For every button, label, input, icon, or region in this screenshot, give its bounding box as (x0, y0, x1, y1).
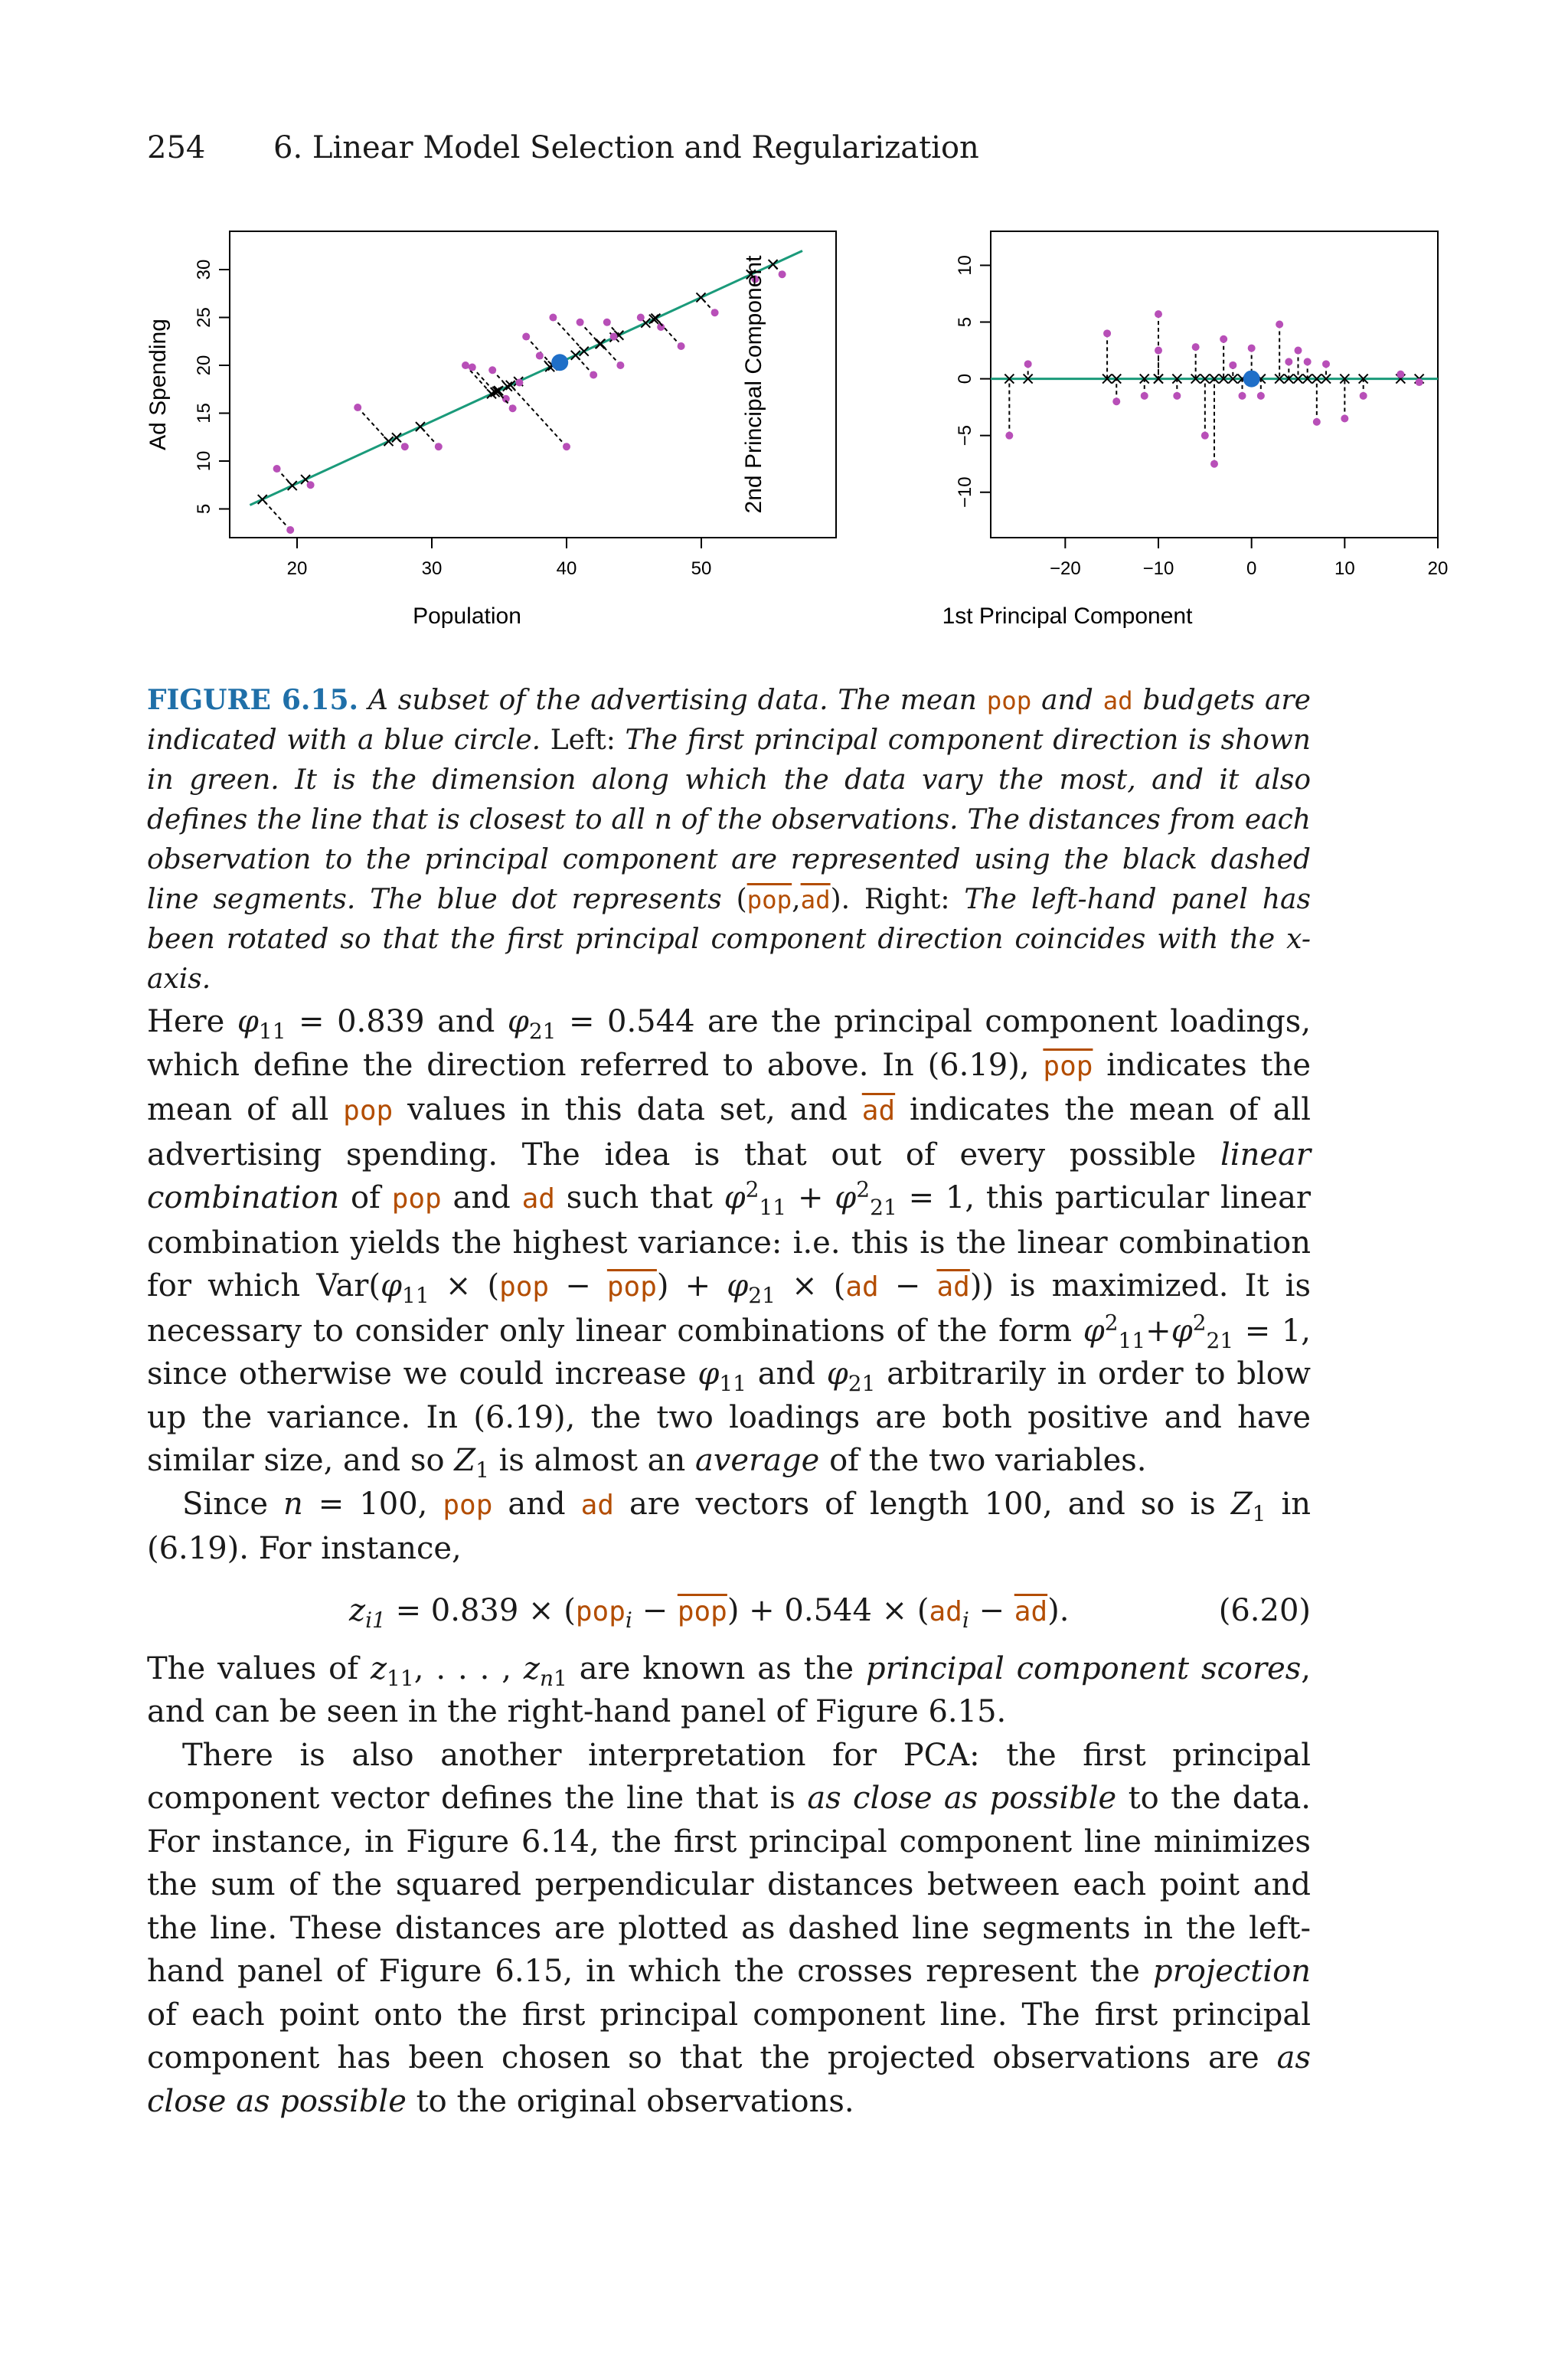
x-tick-label: 20 (1427, 558, 1449, 579)
x-tick-label: 50 (691, 558, 712, 579)
data-point (1416, 378, 1423, 386)
data-point (522, 333, 530, 341)
y-tick-label: 10 (955, 255, 975, 276)
x-tick-label: 40 (556, 558, 577, 579)
pc-line (250, 250, 802, 505)
y-tick-label: 30 (194, 259, 214, 280)
mean-dot (1243, 371, 1260, 388)
data-point (515, 379, 523, 387)
x-tick-label: 20 (286, 558, 308, 579)
data-point (286, 526, 294, 534)
data-point (1313, 418, 1321, 426)
caption-code-pop-bar: $\overline{pop}$ (746, 885, 792, 914)
equation-6-20 (147, 1580, 1311, 1641)
data-point (273, 465, 281, 473)
data-point (1248, 345, 1256, 352)
caption-text: The first principal component direction is shown in green. It is the dimension along which the data vary the most, and it also defines the line that is closest to all (147, 725, 1311, 836)
caption-text: and (1041, 685, 1093, 716)
caption-text: x-axis. (147, 924, 1311, 995)
data-point (536, 352, 544, 360)
caption-code-pop: pop (986, 686, 1032, 715)
paragraph-4: There is also another interpretation for PCA: the first principal component vector defines the line that is as close as possible to the data. For instance, in Figure 6.14, the first principal component line minimizes the sum of the squared perpendicular distances between each point and the line. These distances are plotted as dashed line segments in the left-hand panel of Figure 6.15, in which the crosses represent the projection of each point onto the first principal component line. The first principal component has been chosen so that the projected observations are as close as possible to the original observations. (147, 1737, 1312, 2119)
code-pop: pop (343, 1095, 394, 1127)
data-point (549, 314, 557, 322)
caption-text: budgets are indicated with a blue circle. (147, 685, 1311, 756)
data-point (1220, 335, 1227, 343)
data-point (1201, 432, 1209, 440)
data-point (1155, 310, 1162, 318)
distance-segment (358, 407, 388, 441)
mean-dot (551, 354, 568, 371)
data-point (577, 319, 584, 326)
data-point (678, 342, 685, 350)
data-point (1155, 347, 1162, 355)
caption-code-ad: ad (1102, 686, 1133, 715)
y-tick-label: 10 (194, 450, 214, 472)
right-plot-marks (991, 310, 1438, 468)
data-point (1360, 392, 1367, 400)
data-point (1322, 360, 1330, 368)
data-point (462, 361, 469, 369)
x-tick-label: −10 (1142, 558, 1174, 579)
data-point (1112, 397, 1120, 405)
x-tick-label: 0 (1246, 558, 1257, 579)
y-tick-label: 5 (194, 503, 214, 515)
data-point (779, 270, 786, 278)
y-tick-label: −5 (955, 424, 975, 446)
y-tick-label: 0 (955, 373, 975, 384)
data-point (1285, 358, 1292, 365)
y-tick-label: 20 (194, 355, 214, 376)
code-pop-bar: $\overline{pop}$ (1043, 1050, 1093, 1082)
data-point (563, 443, 570, 450)
data-point (1173, 392, 1181, 400)
paragraph-2: Since n = 100, pop and ad are vectors of length 100, and so is $Z_1$ in (6.19). For instance, (147, 1486, 1312, 1566)
page-number: 254 (147, 130, 206, 165)
data-point (616, 361, 624, 369)
running-title: 6. Linear Model Selection and Regularization (273, 130, 979, 165)
data-point (401, 443, 409, 450)
data-point (1024, 360, 1032, 368)
paragraph-1: Here $\varphi_{11} = 0.839$ and $\varphi_{21} = 0.544$ are the principal component loadings, which define the direction referred to above. In (6.19), $\overline{pop}$ indicates the mean of all pop values in this data set, and $\overline{ad}$ indicates the mean of all advertising spending. The idea is that out of every possible linear combination of pop and ad such that $\varphi^2_{11} + \varphi^2_{21} = 1$, this particular linear combination yields the highest variance: i.e. this is the linear combination for which $Var(\varphi_{11} \times (pop - \overline{pop}) + \varphi_{21} \times (ad - \overline{ad}))$ is maximized. It is necessary to consider only linear combinations of the form $\varphi^2_{11}+\varphi^2_{21} = 1$, since otherwise we could increase $\varphi_{11}$ and $\varphi_{21}$ arbitrarily in order to blow up the variance. In (6.19), the two loadings are both positive and have similar size, and so $Z_1$ is almost an average of the two variables. (147, 1004, 1312, 1483)
caption-text: The left-hand panel has been rotated so that the first principal component direction coincides with the (147, 884, 1311, 955)
right-x-axis-label: 1st Principal Component (942, 603, 1193, 629)
equation-body: $z_{i1} = 0.839 \times (pop_i - \overline{pop}) + 0.544 \times (ad_i - \overline{ad})$. (349, 1592, 1070, 1633)
y-tick-label: 15 (194, 403, 214, 424)
data-point (637, 314, 645, 322)
data-point (1229, 361, 1236, 369)
caption-text: of the observations. The distances from each observation to the principal component are represented using the black dashed line segments. The blue dot represents (147, 804, 1311, 915)
data-point (711, 309, 719, 316)
left-axes (194, 260, 711, 579)
x-tick-label: 10 (1334, 558, 1355, 579)
right-y-axis-label: 2nd Principal Component (741, 255, 766, 514)
y-tick-label: 25 (194, 307, 214, 328)
equation-number: (6.20) (1218, 1592, 1311, 1628)
x-tick-label: −20 (1049, 558, 1081, 579)
paragraph-3: The values of $z_{11}$, . . . , $z_{n1}$ are known as the principal component scores, and can be seen in the right-hand panel of Figure 6.15. (147, 1650, 1311, 1729)
caption-text: A subset of the advertising data. The mean (368, 685, 977, 716)
data-point (488, 366, 496, 374)
data-point (1103, 329, 1111, 337)
caption-math-n: n (654, 804, 672, 836)
data-point (1295, 347, 1302, 355)
data-point (610, 333, 618, 341)
data-point (1141, 392, 1148, 400)
figure-caption: FIGURE 6.15. A subset of the advertising data. The mean pop and ad budgets are indicated with a blue circle. Left: The first principal component direction is shown in green. It is the dimension along which the data vary the most, and it also defines the line that is closest to all n of the observations. The distances from each observation to the principal component are represented using the black dashed line segments. The blue dot represents $(\overline{pop},\overline{ad})$. Right: The left-hand panel has been rotated so that the first principal component direction coincides with the x-axis. (147, 684, 1311, 995)
y-tick-label: 5 (955, 316, 975, 328)
data-point (435, 443, 443, 450)
data-point (603, 319, 611, 326)
data-point (1257, 392, 1265, 400)
body-text (147, 1000, 1311, 2123)
y-tick-label: −10 (955, 476, 975, 509)
data-point (1192, 343, 1200, 351)
data-point (354, 404, 361, 411)
data-point (1304, 358, 1312, 365)
data-point (469, 364, 476, 371)
data-point (509, 404, 517, 412)
data-point (1276, 320, 1283, 328)
figure-6-15 (135, 214, 1449, 643)
data-point (1239, 392, 1246, 400)
data-point (1396, 371, 1404, 378)
left-x-axis-label: Population (413, 603, 521, 629)
left-plot-marks (250, 250, 802, 534)
data-point (1005, 432, 1013, 440)
data-point (1341, 414, 1348, 422)
caption-right-marker: Right: (864, 884, 950, 915)
running-header (147, 129, 1311, 167)
data-point (590, 371, 597, 379)
caption-left-marker: Left: (550, 725, 616, 756)
figure-label: FIGURE 6.15. (147, 684, 359, 716)
left-y-axis-label: Ad Spending (145, 319, 171, 450)
code-ad-bar: $\overline{ad}$ (861, 1095, 896, 1127)
data-point (1210, 460, 1218, 468)
distance-segment (511, 385, 567, 446)
caption-code-ad-bar: $\overline{ad}$ (800, 885, 831, 914)
x-tick-label: 30 (421, 558, 443, 579)
figure-svg (135, 214, 1449, 643)
right-axes (955, 255, 1448, 579)
data-point (307, 481, 315, 489)
